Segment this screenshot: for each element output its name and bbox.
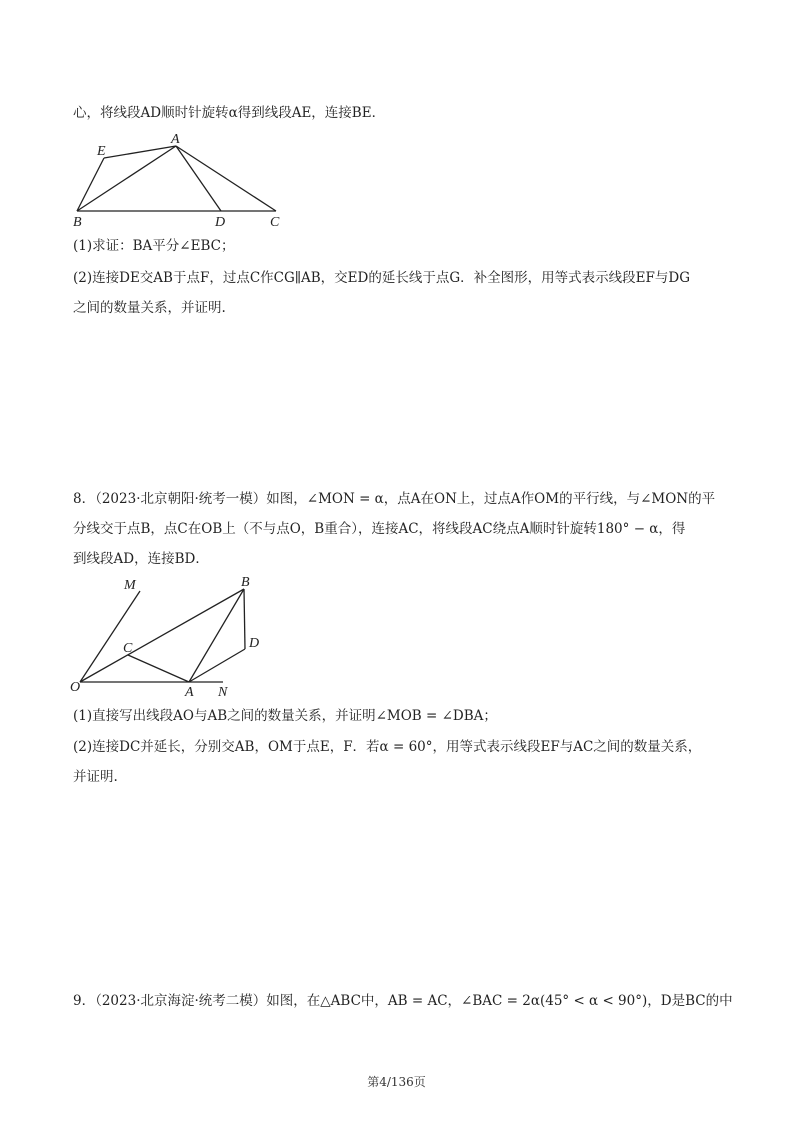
label-A: A: [185, 685, 194, 700]
segment-OB: [80, 589, 244, 682]
ray-OM: [80, 591, 140, 682]
label-N: N: [218, 685, 228, 700]
problem8-statement-line2: 分线交于点B，点C在OB上（不与点O，B重合），连接AC，将线段AC绕点A顺时针旋转180° − α，得: [73, 521, 686, 537]
problem7-statement-end: 心，将线段AD顺时针旋转α得到线段AE，连接BE．: [73, 105, 386, 121]
label-C: C: [123, 641, 133, 656]
problem9-statement-line1: 9．（2023·北京海淀·统考二模）如图，在△ABC中，AB = AC，∠BAC = 2α(45° < α < 90°)，D是BC的中: [73, 993, 733, 1009]
label-A: A: [171, 132, 180, 147]
problem8-figure: [68, 575, 268, 700]
problem8-part2-line1: (2)连接DC并延长，分别交AB，OM于点E，F．若α = 60°，用等式表示线段EF与AC之间的数量关系，: [73, 739, 702, 755]
segment-EB: [77, 158, 104, 211]
problem7-part2-line1: (2)连接DE交AB于点F，过点C作CG∥AB，交ED的延长线于点G．补全图形，用等式表示线段EF与DG: [73, 270, 690, 286]
page-number: 第4/136页: [367, 1075, 426, 1089]
problem8-part2-line2: 并证明.: [73, 769, 118, 785]
segment-AD: [176, 146, 221, 211]
segment-CA: [128, 655, 189, 682]
problem8-statement-line1: 8．（2023·北京朝阳·统考一模）如图，∠MON = α，点A在ON上，过点A作OM的平行线，与∠MON的平: [73, 491, 716, 507]
label-C: C: [270, 215, 280, 230]
label-E: E: [97, 144, 106, 159]
problem8-statement-line3: 到线段AD，连接BD．: [73, 551, 209, 567]
segment-BD: [244, 589, 245, 649]
segment-AC: [176, 146, 276, 211]
problem7-part1: (1)求证：BA平分∠EBC；: [73, 238, 235, 254]
label-D: D: [249, 636, 260, 651]
segment-AD: [189, 649, 245, 682]
problem7-part2-line2: 之间的数量关系，并证明.: [73, 300, 226, 316]
segment-BA: [77, 146, 176, 211]
label-M: M: [124, 578, 136, 593]
label-B: B: [241, 575, 250, 590]
label-O: O: [70, 680, 81, 695]
segment-AE: [104, 146, 176, 158]
problem7-figure: [70, 130, 290, 230]
segment-AB: [189, 589, 244, 682]
label-D: D: [215, 215, 226, 230]
problem8-part1: (1)直接写出线段AO与AB之间的数量关系，并证明∠MOB = ∠DBA；: [73, 708, 497, 724]
label-B: B: [73, 215, 82, 230]
